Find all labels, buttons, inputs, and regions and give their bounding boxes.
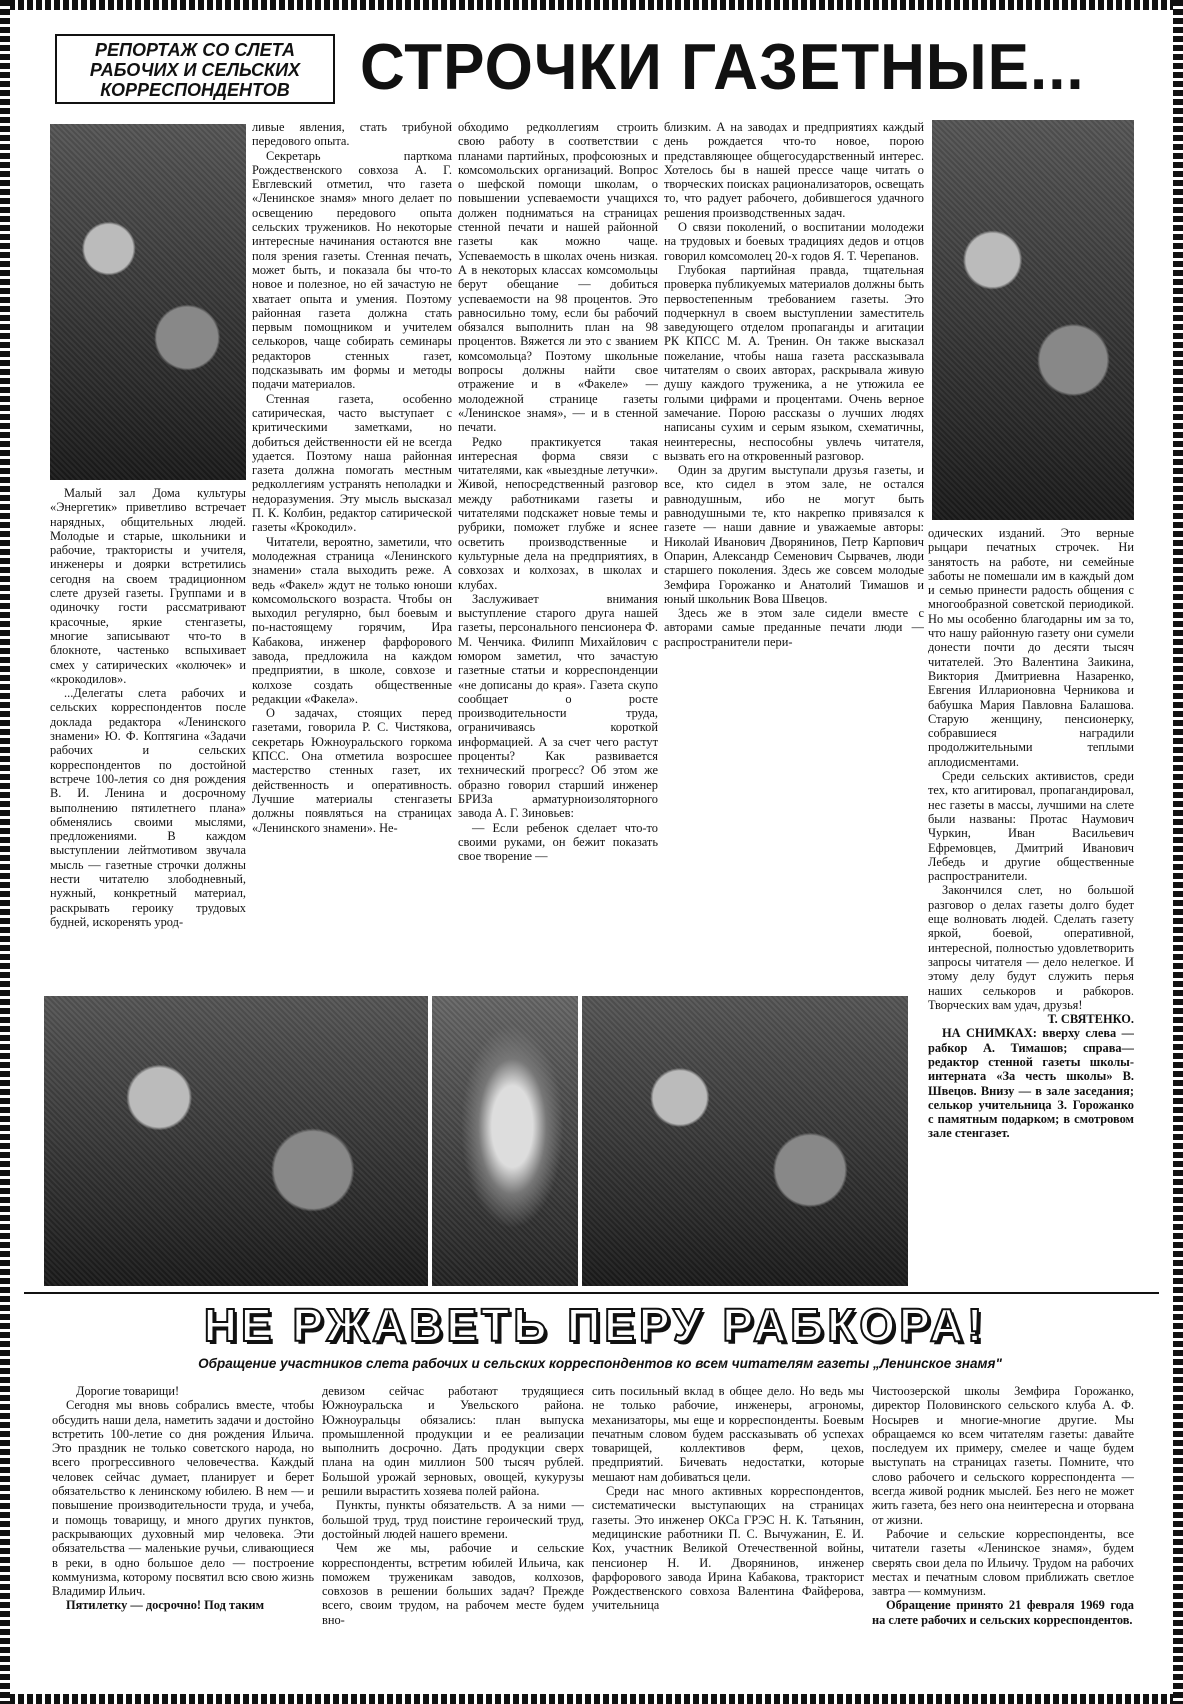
article-paragraph: Редко практикуется такая интересная форма связи с читателями, как «выездные летучки». Живой, непосредственный разговор между работниками газеты и читателями подскажет новые темы и рубрики, поможет глубже и яснее осветить производственные и культурные дела на предприятиях, в совхозах и колхозах, в школах и клубах. xyxy=(458,434,658,592)
decorative-border-left xyxy=(0,0,10,1704)
section-kicker: РЕПОРТАЖ СО СЛЕТА РАБОЧИХ И СЕЛЬСКИХ КОРРЕСПОНДЕНТОВ xyxy=(55,34,335,104)
article-paragraph: Чистоозерской школы Земфира Горожанко, директор Половинского сельского клуба А. Ф. Носырев и многие-многие другие. Мы обращаемся ко всем читателям газеты: давайте последуем их примеру, смелее и чаще будем выступать на страницах газеты. Помните, что слово рабочего и сельского корреспондента — всегда живой родник мыслей. Без него не может жить газета, без него она неинтересна и оторвана от жизни. xyxy=(872,1384,1134,1527)
appeal-subtitle: Обращение участников слета рабочих и сельских корреспондентов ко всем читателям газеты „Ленинское знамя" xyxy=(198,1356,1002,1371)
photo-exhibition-hall xyxy=(582,996,908,1286)
article-paragraph: Здесь же в этом зале сидели вместе с авторами самые преданные печати люди — распространители пери- xyxy=(664,606,924,649)
photo-caption: НА СНИМКАХ: вверху слева — рабкор А. Тимашов; справа—редактор стенной газеты школы-интерната «За честь школы» В. Швецов. Внизу — в зале заседания; селькор учительница З. Горожанко с памятным подарком; в смотровом зале стенгазет. xyxy=(928,1026,1134,1141)
decorative-border-top xyxy=(0,0,1183,10)
article-paragraph: девизом сейчас работают трудящиеся Южноуральска и Увельского района. Южноуральцы обязались: план выпуска промышленной продукции и ее реализации выполнить досрочно. Дать продукции сверх плана на один миллион 500 тысяч рублей. Большой урожай зерновых, овощей, кукурузы решили вырастить хозяева полей района. xyxy=(322,1384,584,1499)
article-paragraph: Пункты, пункты обязательств. А за ними — большой труд, труд поистине героический труд, достойный людей нашего времени. xyxy=(322,1498,584,1541)
appeal-banner: НЕ РЖАВЕТЬ ПЕРУ РАБКОРА! xyxy=(203,1299,987,1351)
article-paragraph: ливые явления, стать трибуной передового опыта. xyxy=(252,120,452,149)
article-paragraph: Пятилетку — досрочно! Под таким xyxy=(66,1598,265,1613)
article-paragraph: Глубокая партийная правда, тщательная проверка публикуемых материалов должны быть первостепенным требованием газеты. Это подчеркнул в своем выступлении заместитель заведующего отделом пропаганды и агитации РК КПСС М. А. Тренин. Он также высказал пожелание, чтобы наша газета рассказывала читателям о своих авторах, раскрывала живую душу каждого труженика, а не утюжила ее голыми цифрами и процентами. Очень верное замечание. Порою рассказы о лучших людях написаны сухим и серым языком, схематичны, неинтересны, неспособны увлечь читателя, вызвать его на откровенный разговор. xyxy=(664,262,924,463)
article-paragraph: Среди нас много активных корреспондентов, систематически выступающих на страницах газеты. Это инженер ОКСа ГРЭС Н. К. Татьянин, медицинские работники П. С. Вычужанин, Е. И. Кох, участник Великой Отечественной войны, пенсионер Н. И. Дворянинов, инженер фарфорового завода Ирина Кабакова, тракторист Рождественского совхоза Валентина Файферова, учительница xyxy=(592,1484,864,1613)
article-paragraph: Сегодня мы вновь собрались вместе, чтобы обсудить наши дела, наметить задачи и достойно встретить 100-летие со дня рождения Ильича. Это праздник не только советского народа, но всего прогрессивного человечества. Каждый человек сейчас думает, планирует и берет обязательство к ленинскому юбилею. В нем — и повышение производительности труда, и учеба, и помощь товарищу, и много других пунктов, раскрывающих духовный мир человека. Эти обязательства — маленькие ручьи, сливающиеся в реки, в одно большое дело — построение коммунизма, которому посвятил всю свою жизнь Владимир Ильич. xyxy=(52,1398,314,1599)
article-paragraph: Малый зал Дома культуры «Энергетик» приветливо встречает нарядных, общительных людей. Молодые и старые, школьники и рабочие, трактористы и учителя, инженеры и доярки встретились сегодня на своем традиционном слете друзей газеты. Группами и в одиночку гости рассматривают красочные, яркие стенгазеты, многие записывают что-то в блокноте, частенько вспыхивает смех у сатирических «колючек» и «крокодилов». xyxy=(50,486,246,686)
decorative-border-bottom xyxy=(0,1694,1183,1704)
article-paragraph: — Если ребенок сделает что-то своими руками, он бежит показать свое творение — xyxy=(458,820,658,864)
appeal-adoption-note: Обращение принято 21 февраля 1969 года на слете рабочих и сельских корреспондентов. xyxy=(872,1598,1134,1627)
article-paragraph: Рабочие и сельские корреспонденты, все читатели газеты «Ленинское знамя», будем сверять свои дела по Ильичу. Трудом на рабочих местах и печатным словом приближать светлое завтра — коммунизм. xyxy=(872,1526,1134,1599)
article-paragraph: Среди сельских активистов, среди тех, кто агитировал, пропагандировал, нес газеты в массы, лучшими на слете были названы: Протас Наумович Чуркин, Иван Васильевич Ефремовцев, Дмитрий Иванович Лебедь и другие общественные распространители. xyxy=(928,769,1134,884)
author-signature: Т. СВЯТЕНКО. xyxy=(1047,1012,1134,1027)
article-column-2 xyxy=(252,120,452,1000)
photo-conference-hall xyxy=(44,996,428,1286)
article-paragraph: Чем же мы, рабочие и сельские корреспонденты, встретим юбилей Ильича, как поможем труженикам заводов, колхозов, совхозов в решении больших задач? Прежде всего, своим трудом, на рабочем месте будем вно- xyxy=(322,1541,584,1627)
article-paragraph: Заслуживает внимания выступление старого друга нашей газеты, персонального пенсионера Ф. М. Ченчика. Филипп Михайлович с юмором заметил, что зачастую газетные статьи и корреспонденции «не дописаны до края». Газета скупо сообщает о росте производительности труда, ограничиваясь короткой информацией. А за счет чего растут проценты? Как развивается технический прогресс? Об этом же образно говорил старший инженер БРИЗа арматурноизоляторного завода А. Г. Зиновьев: xyxy=(458,591,658,821)
article-paragraph: обходимо редколлегиям строить свою работу в соответствии с планами партийных, профсоюзных и комсомольских организаций. Вопрос о шефской помощи школам, о повышении успеваемости учащихся должен подниматься на страницах стенной печати и нашей районной газеты как можно чаще. Успеваемость в школах очень низкая. А в некоторых классах комсомольцы берут обещание — добиться успеваемости на 98 процентов. Это равносильно тому, если бы рабочий обязался выполнить план на 98 процентов. Вяжется ли это с званием комсомольца? Поэтому школьные вопросы должны найти свое отражение и в «Факеле» — молодежной странице газеты «Ленинское знамя», — и в стенной печати. xyxy=(458,120,658,435)
appeal-column-3 xyxy=(592,1384,864,1678)
divider xyxy=(24,1292,1159,1294)
article-column-1 xyxy=(50,486,246,998)
article-paragraph: О связи поколений, о воспитании молодежи на трудовых и боевых традициях дедов и отцов говорил комсомолец 20-х годов Я. Т. Черепанов. xyxy=(664,220,924,263)
article-paragraph: Читатели, вероятно, заметили, что молодежная страница «Ленинского знамени» стала выходить реже. А ведь «Факел» ждут не только юноши комсомольского возраста. Чтобы он выходил регулярно, был боевым и по-настоящему горячим, Ира Кабакова, инженер фарфорового завода, предложила на каждом предприятии, в школе, совхозе и колхозе создать общественные редакции «Факела». xyxy=(252,534,452,706)
article-paragraph: ...Делегаты слета рабочих и сельских корреспондентов после доклада редактора «Ленинского знамени» Ю. Ф. Коптягина «Задачи рабочих и сельских корреспондентов по достойной встрече 100-летия со дня рождения В. И. Ленина и досрочному выполнению пятилетнего плана» обменялись своими мыслями, предложениями. В каждом выступлении лейтмотивом звучала мысль — газетные строчки должны нести читателю злободневный, нужный, конкретный материал, раскрывать героику трудовых будней, искоренять урод- xyxy=(50,686,246,929)
article-paragraph: Один за другим выступали друзья газеты, и все, кто сидел в этом зале, не остался равнодушным, ибо не могут быть равнодушными те, кто накрепко привязался к газете — наши давние и уважаемые авторы: Николай Иванович Дворянинов, Петр Карпович Опарин, Александр Семенович Сырвачев, люди старшего поколения. Здесь же совсем молодые Земфира Горожанко и Анатолий Тимашов и юный школьник Вова Швецов. xyxy=(664,463,924,606)
article-paragraph: Стенная газета, особенно сатирическая, часто выступает с критическими заметками, но добиться действенности ей не всегда удается. Поэтому наша районная газета должна помогать местным редколлегиям устранять неполадки и недоразумения. Эту мысль высказал П. К. Колбин, редактор сатирической газеты «Крокодил». xyxy=(252,391,452,535)
article-paragraph: одических изданий. Это верные рыцари печатных строчек. Ни занятость на работе, ни семейные заботы не помешали им в каждый дом и семью принести радость общения с многообразной советской периодикой. Но мы особенно благодарны им за то, что нашу районную газету они сумели донести почти до десяти тысяч читателей. Это Валентина Заикина, Виктория Дмитриевна Назаренко, Евгения Илларионовна Черникова и бабушка Мария Павловна Балашова. Старую женщину, пенсионерку, собравшиеся наградили продолжительными теплыми аплодисментами. xyxy=(928,526,1134,769)
decorative-border-right xyxy=(1173,0,1183,1704)
page-headline: СТРОЧКИ ГАЗЕТНЫЕ... xyxy=(360,31,1085,104)
article-paragraph: сить посильный вклад в общее дело. Но ведь мы не только рабочие, инженеры, агрономы, механизаторы, мы еще и корреспонденты. Боевым печатным словом будем рассказывать об успехах товарищей, коллективов ферм, цехов, предприятий. Бичевать недостатки, которые мешают нам добиваться цели. xyxy=(592,1384,864,1484)
article-paragraph: близким. А на заводах и предприятиях каждый день рождается что-то новое, порою представляющее общегосударственный интерес. Хотелось бы в нашей прессе чаще читать о творческих поисках рационализаторов, освещать то, что радует рабочего, добившегося удачного решения производственных задач. xyxy=(664,120,924,220)
photo-rabkor-timashov xyxy=(50,124,246,480)
article-paragraph: Секретарь парткома Рождественского совхоза А. Г. Евглевский отметил, что газета «Ленинское знамя» много делает по освещению передового опыта сельских тружеников. Но некоторые интересные начинания остаются вне поля зрения газеты. Стенная печать, может быть, и показала бы что-то новое и полезное, но ей зачастую не хватает опыта и умения. Поэтому районная газета должна стать первым помощником и учителем селькоров, чаще собирать семинары редакторов стенных газет, подсказывать им формы и методы подачи материалов. xyxy=(252,148,452,392)
appeal-column-4 xyxy=(872,1384,1134,1678)
article-column-3 xyxy=(458,120,658,1000)
appeal-column-1 xyxy=(52,1384,314,1678)
article-paragraph: Закончился слет, но большой разговор о делах газеты долго будет еще волновать людей. Сделать газету яркой, боевой, оперативной, интересной, полностью удовлетворить запросы читателя — дело нелегкое. И этому делу будут служить перья наших селькоров и рабкоров. Творческих вам удач, друзья! xyxy=(928,883,1134,1012)
photo-editor-shvetsov xyxy=(932,120,1134,520)
appeal-column-2 xyxy=(322,1384,584,1678)
appeal-greeting: Дорогие товарищи! xyxy=(76,1384,180,1398)
article-paragraph: О задачах, стоящих перед газетами, говорила Р. С. Чистякова, секретарь Южноуральского горкома КПСС. Она отметила возросшее мастерство стенных газет, их действенность и оперативность. Лучшие материалы стенгазеты должны появляться на страницах «Ленинского знамени». Не- xyxy=(252,706,452,835)
article-column-5 xyxy=(928,526,1134,1290)
article-column-4 xyxy=(664,120,924,1000)
photo-teacher-gorozhanko xyxy=(432,996,578,1286)
